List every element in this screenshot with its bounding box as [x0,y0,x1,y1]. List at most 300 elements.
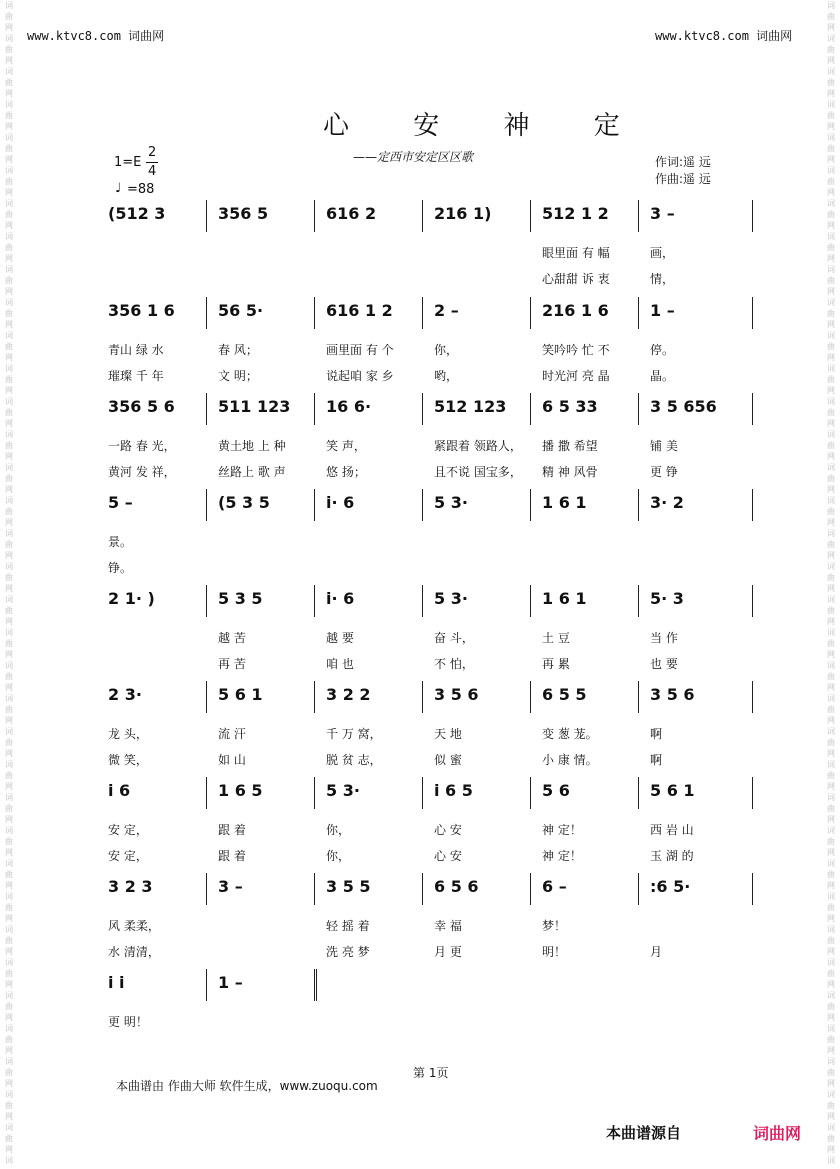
tempo-marking: =88 [127,182,155,197]
watermark-char: 曲 [827,969,835,978]
lyric-line-1: 你， [326,823,351,837]
bar-line [530,681,531,713]
measure-notes: 3 – [218,877,243,896]
lyric-line-1: 越 苦 [218,631,246,645]
header-right-site[interactable]: www.ktvc8.com 词曲网 [655,29,793,43]
measure-notes: 3 5 6 [650,685,695,704]
watermark-char: 词 [827,463,835,472]
watermark-char: 网 [827,848,835,857]
watermark-char: 曲 [827,243,835,252]
watermark-char: 网 [827,683,835,692]
watermark-char: 词 [827,1123,835,1132]
watermark-char: 词 [827,793,835,802]
watermark-char: 网 [5,1046,13,1055]
bar-line [638,585,639,617]
watermark-char: 词 [5,760,13,769]
bar-line [752,297,753,329]
watermark-char: 词 [827,694,835,703]
lyric-line-1: 神 定！ [542,823,582,837]
time-signature-bar [146,162,158,163]
watermark-char: 网 [5,56,13,65]
lyric-line-2: 心甜甜 诉 衷 [542,272,610,286]
measure-notes: 3· 2 [650,493,684,512]
bar-line [314,585,315,617]
watermark-char: 词 [5,925,13,934]
watermark-char: 词 [5,496,13,505]
watermark-char: 曲 [827,738,835,747]
watermark-char: 网 [5,419,13,428]
watermark-char: 词 [5,1024,13,1033]
lyric-line-1: 一路 春 光， [108,439,176,453]
watermark-char: 曲 [827,639,835,648]
watermark-char: 词 [5,364,13,373]
lyric-line-1: 啊 [650,727,663,741]
bar-line [530,777,531,809]
page-number: 第 1页 [413,1066,449,1080]
watermark-char: 词 [827,1057,835,1066]
watermark-char: 网 [827,914,835,923]
watermark-char: 曲 [5,573,13,582]
bar-line [752,393,753,425]
watermark-char: 词 [827,958,835,967]
measure-notes: 511 123 [218,397,291,416]
watermark-char: 词 [5,34,13,43]
measure-notes: 16 6· [326,397,372,416]
lyric-line-1: 心 安 [434,823,462,837]
watermark-char: 词 [827,727,835,736]
watermark-char: 曲 [5,441,13,450]
watermark-char: 网 [5,551,13,560]
watermark-char: 网 [827,584,835,593]
watermark-char: 网 [827,1013,835,1022]
watermark-char: 词 [827,67,835,76]
watermark-char: 网 [5,716,13,725]
lyric-line-2: 洗 亮 梦 [326,945,370,959]
bar-line [530,200,531,232]
measure-notes: 1 6 5 [218,781,263,800]
lyric-line-1: 轻 摇 着 [326,919,370,933]
measure-notes: 2 3· [108,685,142,704]
watermark-char: 网 [827,419,835,428]
source-brand-logo[interactable]: 词曲网 [753,1124,802,1143]
measure-notes: 1 – [650,301,675,320]
watermark-char: 网 [827,1112,835,1121]
bar-line [422,585,423,617]
watermark-char: 词 [5,562,13,571]
watermark-char: 网 [827,56,835,65]
measure-notes: i· 6 [326,589,355,608]
measure-notes: i· 6 [326,493,355,512]
watermark-char: 网 [827,386,835,395]
lyric-line-1: 眼里面 有 幅 [542,246,610,260]
lyric-line-2: 晶。 [650,369,675,383]
watermark-char: 词 [5,1123,13,1132]
lyricist-credit: 作词:遥 远 [655,155,711,169]
lyric-line-1: 黄土地 上 种 [218,439,286,453]
watermark-char: 词 [827,430,835,439]
lyric-line-2: 似 蜜 [434,753,462,767]
watermark-char: 词 [827,100,835,109]
measure-notes: 3 – [650,204,675,223]
bar-line [638,297,639,329]
watermark-char: 网 [5,1145,13,1154]
watermark-char: 曲 [5,276,13,285]
time-signature-bottom: 4 [148,164,157,179]
measure-notes: 5 6 1 [650,781,695,800]
measure-notes: 356 5 6 [108,397,175,416]
bar-line [206,777,207,809]
lyric-line-2: 且不说 国宝多， [434,465,522,479]
watermark-char: 网 [5,1013,13,1022]
watermark-char: 网 [5,122,13,131]
lyric-line-2: 精 神 风骨 [542,465,598,479]
lyric-line-1: 变 葱 茏。 [542,727,598,741]
watermark-char: 曲 [827,870,835,879]
lyric-line-2: 神 定！ [542,849,582,863]
bar-line [638,200,639,232]
watermark-char: 曲 [5,144,13,153]
watermark-char: 网 [5,23,13,32]
measure-notes: 2 – [434,301,459,320]
lyric-line-1: 更 明！ [108,1015,148,1029]
watermark-char: 词 [5,1,13,10]
watermark-char: 曲 [5,45,13,54]
watermark-char: 词 [827,364,835,373]
lyric-line-1: 画， [650,246,675,260]
measure-notes: 5 – [108,493,133,512]
lyric-line-2: 悠 扬； [326,465,366,479]
watermark-char: 词 [5,166,13,175]
lyric-line-1: 你， [434,343,459,357]
watermark-char: 网 [5,155,13,164]
watermark-char: 词 [5,1156,13,1165]
measure-notes: (5 3 5 [218,493,270,512]
bar-line [530,873,531,905]
watermark-char: 网 [827,23,835,32]
measure-notes: 616 1 2 [326,301,393,320]
watermark-char: 网 [5,485,13,494]
watermark-char: 词 [5,628,13,637]
bar-line [206,873,207,905]
bar-line [422,393,423,425]
bar-line [422,200,423,232]
watermark-char: 词 [5,595,13,604]
measure-notes: 3 5 656 [650,397,717,416]
lyric-line-2: 水 清清， [108,945,160,959]
watermark-char: 词 [827,760,835,769]
watermark-char: 词 [827,1024,835,1033]
watermark-char: 网 [5,617,13,626]
lyric-line-2: 哟， [434,369,459,383]
bar-line [752,873,753,905]
lyric-line-1: 停。 [650,343,675,357]
watermark-char: 词 [5,100,13,109]
measure-notes: 5 3· [326,781,360,800]
song-title: 心 安 神 定 [323,111,648,141]
quarter-note-icon: ♩ [115,181,122,196]
watermark-char: 曲 [5,309,13,318]
lyric-line-1: 流 汗 [218,727,246,741]
lyric-line-1: 风 柔柔， [108,919,160,933]
watermark-char: 网 [827,452,835,461]
watermark-char: 曲 [827,12,835,21]
lyric-line-1: 跟 着 [218,823,246,837]
watermark-char: 词 [5,199,13,208]
bar-line [752,489,753,521]
watermark-char: 词 [5,298,13,307]
watermark-char: 曲 [827,408,835,417]
lyric-line-2: 脱 贫 志， [326,753,382,767]
watermark-char: 网 [827,749,835,758]
lyric-line-2: 不 怕， [434,657,474,671]
watermark-char: 网 [5,353,13,362]
bar-line [530,297,531,329]
bar-line [422,681,423,713]
lyric-line-2: 丝路上 歌 声 [218,465,286,479]
measure-notes: 3 2 3 [108,877,153,896]
watermark-char: 词 [827,661,835,670]
watermark-char: 网 [827,947,835,956]
measure-notes: 5 3· [434,589,468,608]
lyric-line-2: 黄河 发 祥， [108,465,176,479]
lyric-line-1: 安 定， [108,823,148,837]
watermark-char: 词 [827,397,835,406]
watermark-char: 网 [827,716,835,725]
watermark-char: 网 [827,518,835,527]
measure-notes: i 6 5 [434,781,473,800]
watermark-char: 词 [827,991,835,1000]
lyric-line-2: 月 更 [434,945,462,959]
lyric-line-2: 说起咱 家 乡 [326,369,394,383]
watermark-char: 曲 [5,78,13,87]
watermark-char: 词 [5,793,13,802]
watermark-char: 网 [5,848,13,857]
watermark-char: 曲 [5,243,13,252]
lyric-line-2: 明！ [542,945,567,959]
lyric-line-2: 跟 着 [218,849,246,863]
watermark-char: 网 [827,221,835,230]
watermark-char: 曲 [827,672,835,681]
watermark-char: 网 [5,749,13,758]
final-bar-line [314,969,317,1001]
watermark-char: 词 [827,133,835,142]
bar-line [314,393,315,425]
lyric-line-1: 龙 头， [108,727,148,741]
measure-notes: 5 3· [434,493,468,512]
bar-line [530,489,531,521]
lyric-line-1: 越 要 [326,631,354,645]
right-watermark-column [824,0,838,1169]
watermark-char: 网 [827,881,835,890]
measure-notes: 1 – [218,973,243,992]
watermark-char: 曲 [827,606,835,615]
bar-line [422,297,423,329]
watermark-char: 词 [827,496,835,505]
lyric-line-2: 文 明； [218,369,258,383]
watermark-char: 网 [827,188,835,197]
bar-line [752,585,753,617]
watermark-char: 词 [827,298,835,307]
lyric-line-2: 再 累 [542,657,570,671]
watermark-char: 网 [5,650,13,659]
watermark-char: 网 [827,320,835,329]
watermark-char: 词 [5,892,13,901]
time-signature-top: 2 [148,145,157,160]
measure-notes: 616 2 [326,204,377,223]
watermark-char: 曲 [5,936,13,945]
watermark-char: 词 [5,232,13,241]
left-watermark-column [2,0,16,1169]
lyric-line-2: 更 铮 [650,465,678,479]
watermark-char: 词 [827,1,835,10]
measure-notes: 5 6 [542,781,570,800]
watermark-char: 曲 [5,705,13,714]
watermark-char: 网 [827,254,835,263]
measure-notes: 5· 3 [650,589,684,608]
watermark-char: 网 [5,89,13,98]
bar-line [638,681,639,713]
bar-line [314,489,315,521]
lyric-line-2: 玉 湖 的 [650,849,694,863]
watermark-char: 词 [827,166,835,175]
watermark-char: 词 [5,859,13,868]
lyric-line-1: 西 岩 山 [650,823,694,837]
watermark-char: 网 [827,980,835,989]
watermark-char: 曲 [5,870,13,879]
watermark-char: 词 [827,1156,835,1165]
watermark-char: 词 [827,859,835,868]
watermark-char: 网 [5,1079,13,1088]
lyric-line-2: 再 苦 [218,657,246,671]
watermark-char: 词 [5,67,13,76]
watermark-char: 词 [5,1090,13,1099]
watermark-char: 曲 [827,1035,835,1044]
watermark-char: 曲 [827,771,835,780]
watermark-char: 曲 [827,1134,835,1143]
bar-line [206,681,207,713]
watermark-char: 词 [5,727,13,736]
watermark-char: 曲 [827,342,835,351]
bar-line [752,200,753,232]
watermark-char: 曲 [5,738,13,747]
lyric-line-2: 心 安 [434,849,462,863]
watermark-char: 曲 [827,1101,835,1110]
lyric-line-1: 笑吟吟 忙 不 [542,343,610,357]
watermark-char: 曲 [827,177,835,186]
measure-notes: 6 5 5 [542,685,587,704]
bar-line [638,393,639,425]
key-signature: 1=E [114,155,142,170]
measure-notes: 3 5 6 [434,685,479,704]
watermark-char: 曲 [5,408,13,417]
measure-notes: 3 2 2 [326,685,371,704]
watermark-char: 曲 [5,771,13,780]
lyric-line-1: 青山 绿 水 [108,343,164,357]
lyric-line-2: 情， [650,272,675,286]
watermark-char: 曲 [827,111,835,120]
watermark-char: 网 [5,1112,13,1121]
watermark-char: 曲 [5,210,13,219]
watermark-char: 曲 [5,903,13,912]
measure-notes: 6 – [542,877,567,896]
measure-notes: 356 5 [218,204,269,223]
lyric-line-1: 当 作 [650,631,678,645]
watermark-char: 词 [827,1090,835,1099]
watermark-char: 网 [827,287,835,296]
bar-line [638,489,639,521]
bar-line [314,681,315,713]
watermark-char: 曲 [827,210,835,219]
watermark-char: 词 [827,826,835,835]
watermark-char: 曲 [827,507,835,516]
measure-notes: 2 1· ) [108,589,155,608]
watermark-char: 曲 [5,804,13,813]
watermark-char: 词 [5,826,13,835]
watermark-char: 曲 [827,705,835,714]
watermark-char: 词 [827,628,835,637]
generator-note: 本曲谱由 作曲大师 软件生成，www.zuoqu.com [116,1079,378,1093]
watermark-char: 曲 [5,474,13,483]
watermark-char: 网 [5,584,13,593]
lyric-line-2: 也 要 [650,657,678,671]
lyric-line-1: 笑 声， [326,439,366,453]
watermark-char: 词 [827,331,835,340]
header-left-site[interactable]: www.ktvc8.com 词曲网 [27,29,165,43]
watermark-char: 曲 [827,474,835,483]
watermark-char: 网 [5,518,13,527]
watermark-char: 网 [5,221,13,230]
lyric-line-2: 小 康 情。 [542,753,598,767]
watermark-char: 曲 [5,672,13,681]
bar-line [530,393,531,425]
watermark-char: 网 [5,947,13,956]
bar-line [422,489,423,521]
measure-notes: 216 1) [434,204,492,223]
watermark-char: 曲 [827,540,835,549]
watermark-char: 曲 [827,45,835,54]
lyric-line-2: 你， [326,849,351,863]
watermark-char: 词 [827,595,835,604]
lyric-line-1: 铺 美 [650,439,678,453]
watermark-char: 词 [5,430,13,439]
watermark-char: 网 [5,452,13,461]
bar-line [638,777,639,809]
watermark-char: 词 [5,265,13,274]
watermark-char: 网 [827,122,835,131]
bar-line [206,393,207,425]
composer-credit: 作曲:遥 远 [655,172,711,186]
watermark-char: 网 [5,881,13,890]
watermark-char: 词 [827,199,835,208]
bar-line [422,873,423,905]
song-subtitle: ——定西市安定区区歌 [353,150,474,164]
bar-line [314,297,315,329]
watermark-char: 曲 [5,177,13,186]
watermark-char: 曲 [5,111,13,120]
watermark-char: 词 [5,1057,13,1066]
watermark-char: 曲 [5,969,13,978]
watermark-char: 曲 [5,540,13,549]
lyric-line-2: 月 [650,945,663,959]
watermark-char: 网 [5,980,13,989]
watermark-char: 网 [827,1046,835,1055]
bar-line [530,585,531,617]
lyric-line-2: 咱 也 [326,657,354,671]
measure-notes: 1 6 1 [542,493,587,512]
watermark-char: 网 [5,914,13,923]
watermark-char: 词 [5,529,13,538]
measure-notes: :6 5· [650,877,691,896]
